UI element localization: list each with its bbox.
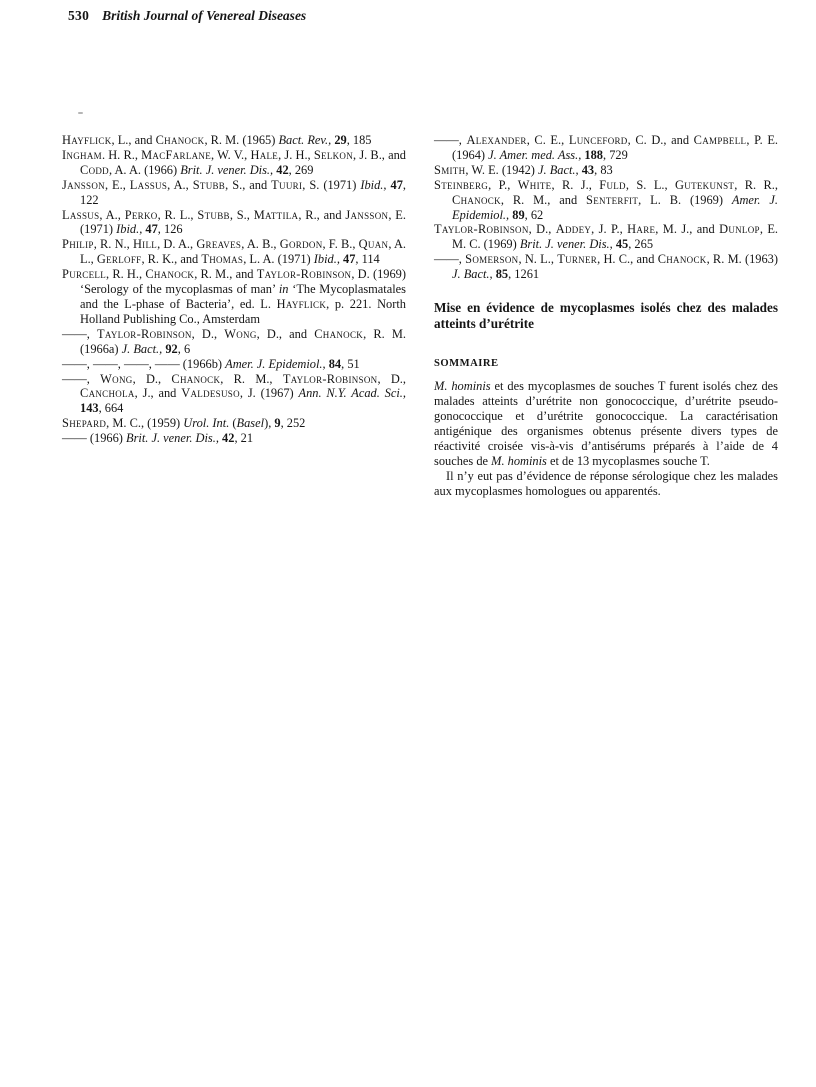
reference-entry: Taylor-Robinson, D., Addey, J. P., Hare, M. J., and Dunlop, E. M. C. (1969) Brit. J. vener. Dis., 45, 265 bbox=[434, 222, 779, 252]
page-header bbox=[68, 8, 306, 24]
references-column-right bbox=[434, 133, 778, 553]
reference-entry: Shepard, M. C., (1959) Urol. Int. (Basel), 9, 252 bbox=[62, 416, 306, 431]
print-artifact bbox=[78, 112, 83, 114]
reference-entry: Philip, R. N., Hill, D. A., Greaves, A. B., Gordon, F. B., Quan, A. L., Gerloff, R. K., and Thomas, L. A. (1971) Ibid., 47, 114 bbox=[62, 237, 406, 267]
reference-entry: Purcell, R. H., Chanock, R. M., and Taylor-Robinson, D. (1969) ‘Serology of the mycoplasmas of man’ in ‘The Mycoplasmatales and the L-phase of Bacteria’, ed. L. Hayflick, p. 221. North Holland Publishing Co., Amsterdam bbox=[62, 267, 407, 326]
reference-entry: ——, Alexander, C. E., Lunceford, C. D., and Campbell, P. E. (1964) J. Amer. med. Ass., 188, 729 bbox=[434, 133, 778, 162]
reference-entry: —— (1966) Brit. J. vener. Dis., 42, 21 bbox=[62, 431, 254, 446]
references-column-left bbox=[62, 133, 406, 446]
reference-entry: Lassus, A., Perko, R. L., Stubb, S., Mattila, R., and Jansson, E. (1971) Ibid., 47, 126 bbox=[62, 207, 406, 237]
summary-paragraph: Il n’y eut pas d’évidence de réponse sérologique chez les malades aux mycoplasmes homologues ou apparentés. bbox=[434, 468, 778, 498]
reference-entry: Jansson, E., Lassus, A., Stubb, S., and Tuuri, S. (1971) Ibid., 47, 122 bbox=[62, 177, 406, 207]
sommaire-label: SOMMAIRE bbox=[434, 358, 499, 369]
reference-entry: ——, Taylor-Robinson, D., Wong, D., and Chanock, R. M. (1966a) J. Bact., 92, 6 bbox=[62, 326, 406, 356]
reference-entry: Steinberg, P., White, R. J., Fuld, S. L., Gutekunst, R. R., Chanock, R. M., and Senterfit, L. B. (1969) Amer. J. Epidemiol., 89, 62 bbox=[434, 177, 778, 222]
summary-heading: Mise en évidence de mycoplasmes isolés chez des malades atteints d’urétrite bbox=[434, 300, 778, 331]
reference-entry: Ingham. H. R., MacFarlane, W. V., Hale, J. H., Selkon, J. B., and Codd, A. A. (1966) Brit. J. vener. Dis., 42, 269 bbox=[62, 147, 406, 177]
summary-paragraph: M. hominis et des mycoplasmes de souches T furent isolés chez des malades atteints d’urétrite non gonococcique, d’urétrite pseudo-gonococcique et d’urétrite gonococcique. La caractérisation antigénique des organismes obtenus présente divers types de réactivité croisée vis-à-vis d’antisérums préparés à l’aide de 4 souches de M. hominis et de 13 mycoplasmes souche T. bbox=[434, 378, 778, 468]
reference-entry: Hayflick, L., and Chanock, R. M. (1965) Bact. Rev., 29, 185 bbox=[62, 133, 372, 147]
reference-entry: ——, Somerson, N. L., Turner, H. C., and Chanock, R. M. (1963) J. Bact., 85, 1261 bbox=[434, 252, 778, 282]
reference-entry: ——, ——, ——, —— (1966b) Amer. J. Epidemiol., 84, 51 bbox=[62, 356, 360, 371]
references-list-right bbox=[434, 133, 778, 282]
reference-entry: ——, Wong, D., Chanock, R. M., Taylor-Robinson, D., Canchola, J., and Valdesuso, J. (1967) Ann. N.Y. Acad. Sci., 143, 664 bbox=[62, 371, 406, 416]
french-summary-section bbox=[434, 300, 778, 499]
reference-entry: Smith, W. E. (1942) J. Bact., 43, 83 bbox=[434, 162, 613, 177]
page-number: 530 bbox=[68, 8, 90, 23]
journal-title: British Journal of Venereal Diseases bbox=[102, 8, 307, 23]
